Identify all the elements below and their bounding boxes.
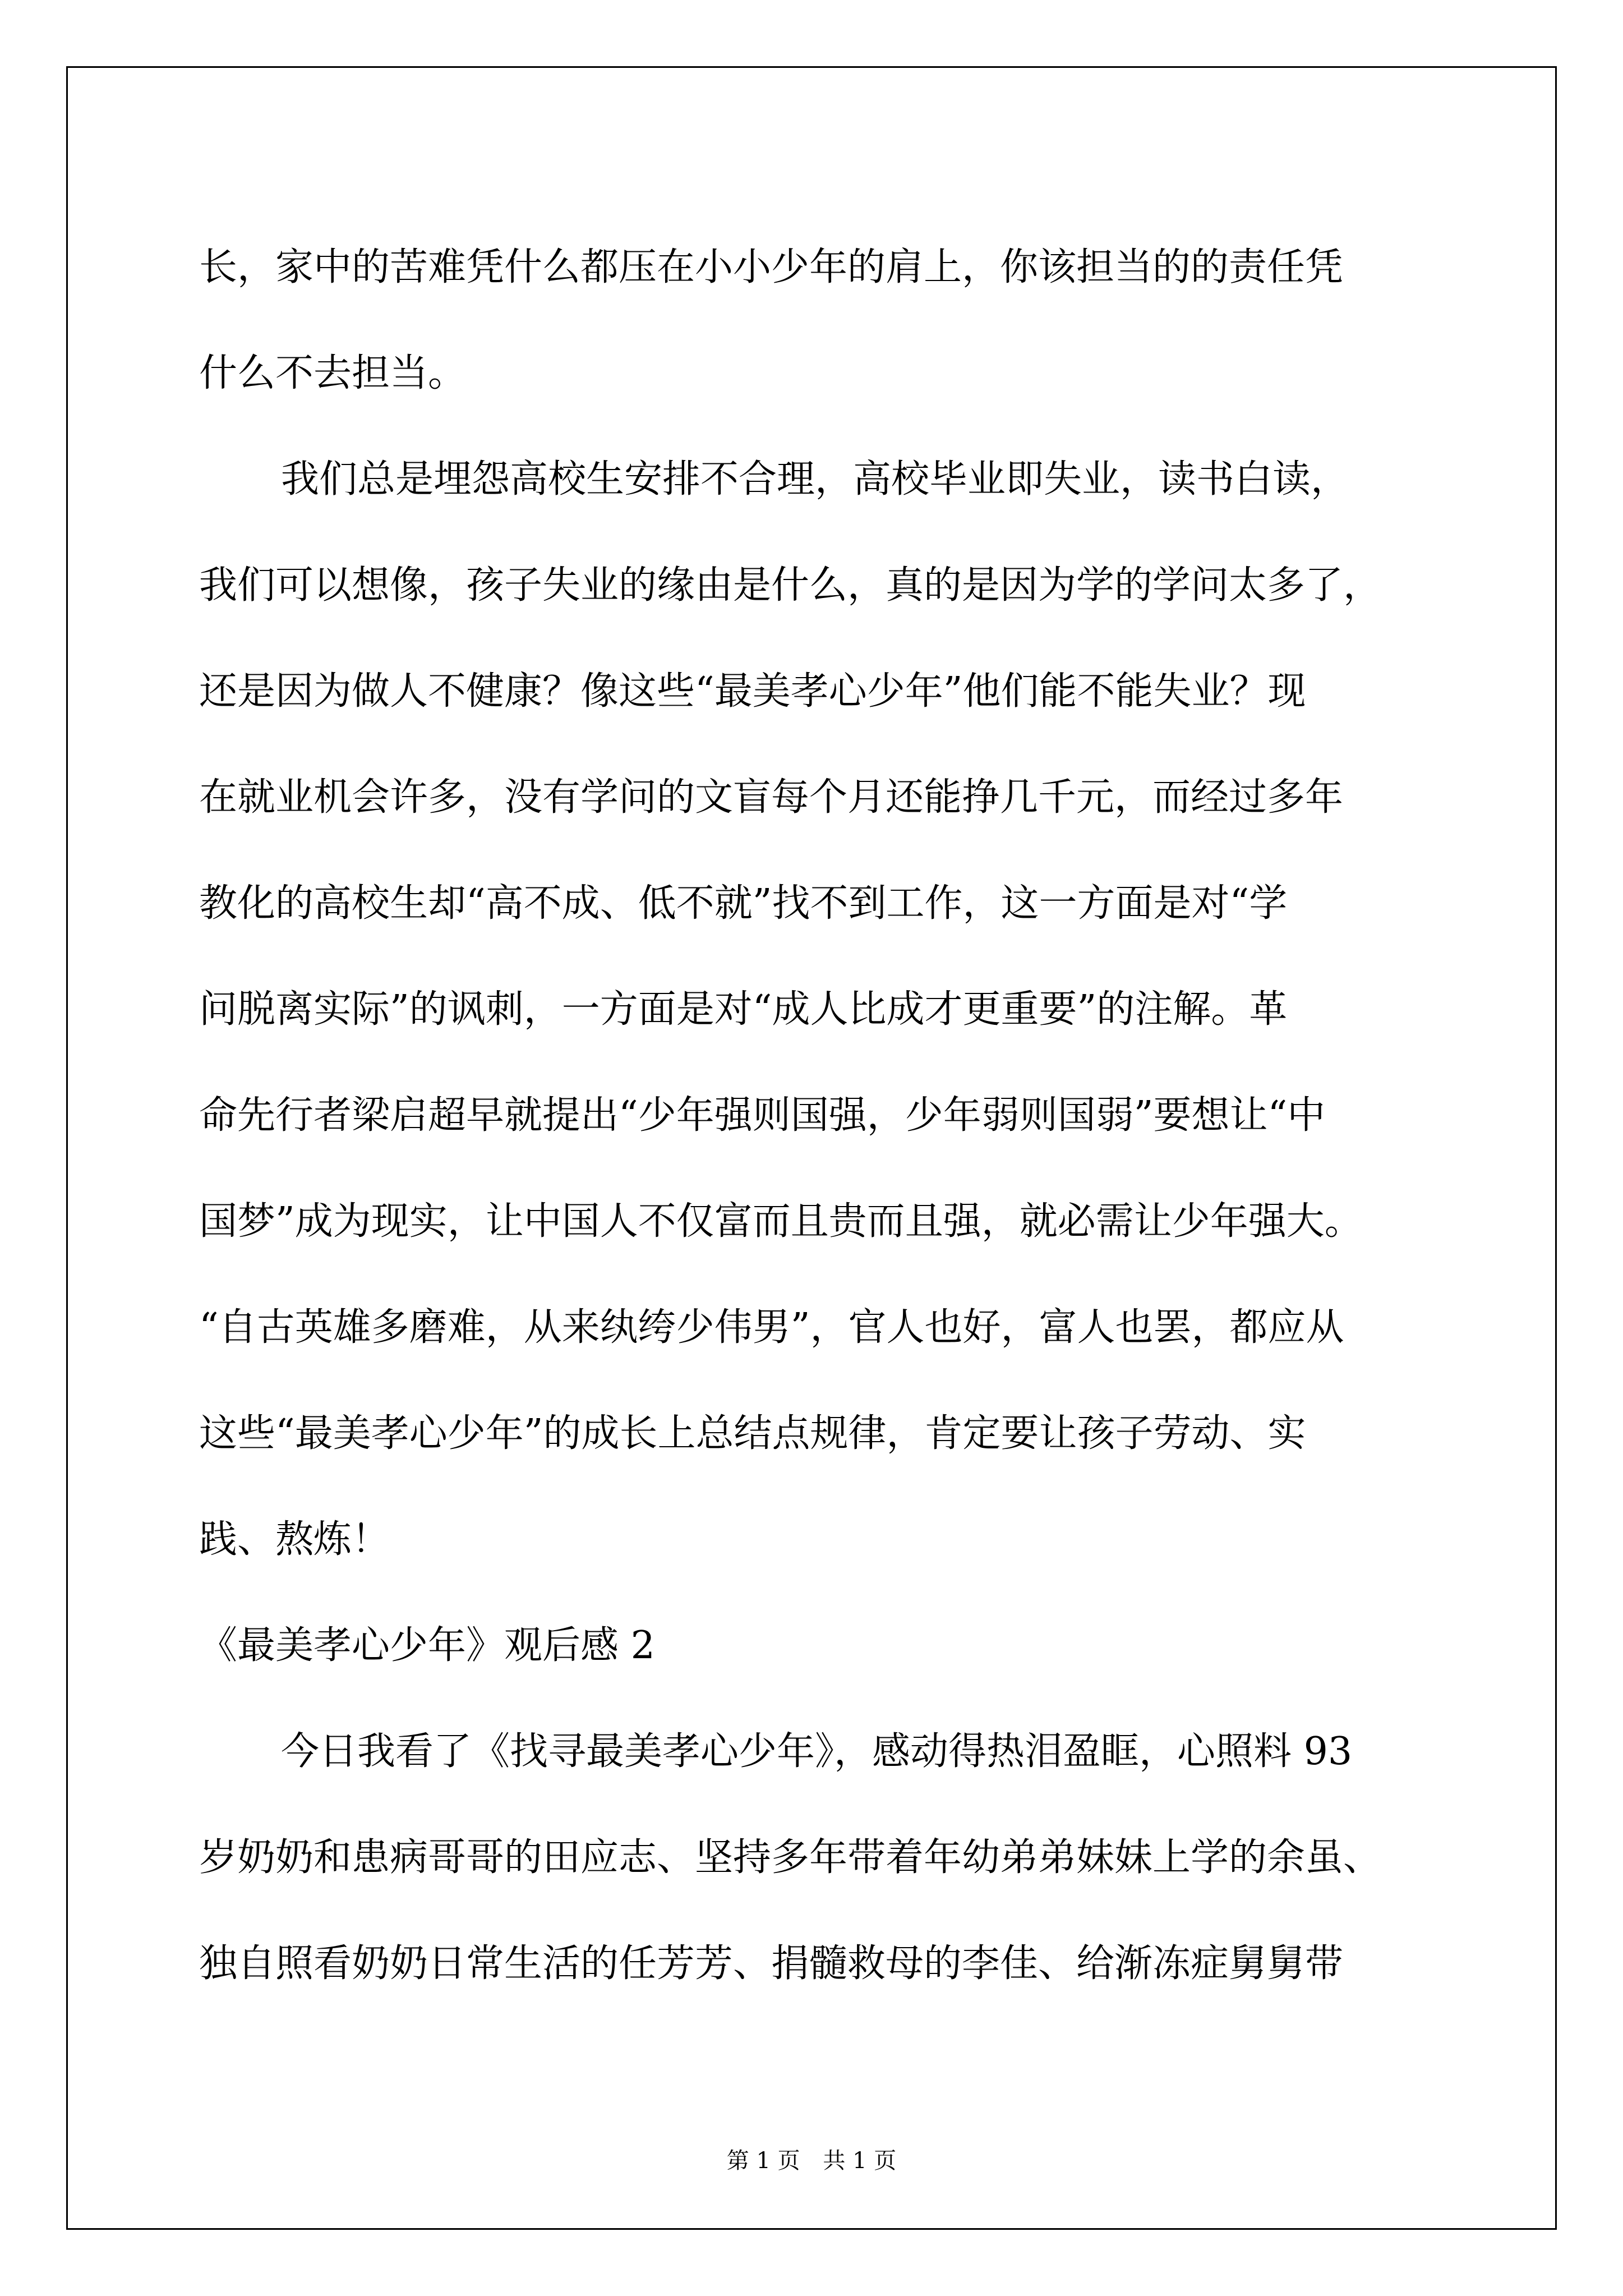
document-body [199, 214, 1427, 2017]
page-total: 共 1 页 [823, 2148, 897, 2174]
text-line: 国梦”成为现实，让中国人不仅富而且贵而且强，就必需让少年强大。 [199, 1199, 1363, 1244]
text-line: 什么不去担当。 [199, 351, 467, 395]
text-line: 命先行者梁启超早就提出“少年强则国强，少年弱则国弱”要想让“中 [199, 1093, 1326, 1138]
text-line: 长，家中的苦难凭什么都压在小小少年的肩上，你该担当的的责任凭 [199, 245, 1344, 289]
text-line: 我们总是埋怨高校生安排不合理，高校毕业即失业，读书白读， [281, 457, 1349, 501]
page-footer [0, 2143, 1623, 2175]
section-heading: 《最美孝心少年》观后感 2 [199, 1623, 655, 1668]
text-line: 这些“最美孝心少年”的成长上总结点规律，肯定要让孩子劳动、实 [199, 1411, 1306, 1456]
text-line: 岁奶奶和患病哥哥的田应志、坚持多年带着年幼弟弟妹妹上学的余虽、 [199, 1835, 1382, 1880]
page-number: 第 1 页 [726, 2148, 800, 2174]
text-line: 教化的高校生却“高不成、低不就”找不到工作，这一方面是对“学 [199, 881, 1288, 926]
text-line: 践、熬炼！ [199, 1517, 390, 1562]
text-line: 还是因为做人不健康？像这些“最美孝心少年”他们能不能失业？现 [199, 669, 1306, 714]
text-line: 今日我看了《找寻最美孝心少年》，感动得热泪盈眶，心照料 93 [281, 1729, 1353, 1774]
text-line: 在就业机会许多，没有学问的文盲每个月还能挣几千元，而经过多年 [199, 775, 1344, 820]
text-line: “自古英雄多磨难，从来纨绔少伟男”，官人也好，富人也罢，都应从 [199, 1305, 1344, 1350]
text-line: 问脱离实际”的讽刺，一方面是对“成人比成才更重要”的注解。革 [199, 987, 1288, 1032]
text-line: 我们可以想像，孩子失业的缘由是什么，真的是因为学的学问太多了， [199, 563, 1382, 608]
text-line: 独自照看奶奶日常生活的任芳芳、捐髓救母的李佳、给渐冻症舅舅带 [199, 1941, 1344, 1986]
